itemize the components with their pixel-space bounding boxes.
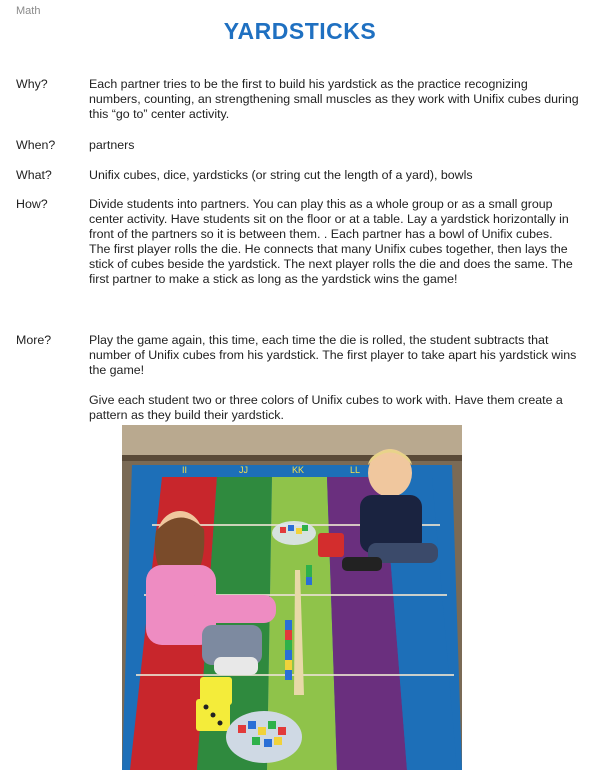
rug-letter-1: II <box>182 465 188 475</box>
why-label: Why? <box>16 77 48 91</box>
when-label: When? <box>16 138 56 152</box>
how-paragraph-1: Divide students into partners. You can play this as a whole group or as a small group center activity. Have students sit on the floor or at a table. Lay a yardstick horizontally in front of the partners so it is between them. . Each partner has a bowl of Unifix cubes. <box>89 197 569 241</box>
what-text: Unifix cubes, dice, yardsticks (or string cut the length of a yard), bowls <box>89 168 473 182</box>
yellow-dice <box>196 677 232 731</box>
how-label: How? <box>16 197 48 211</box>
how-paragraph-2: The first player rolls the die. He connects that many Unifix cubes together, then lays the stick of cubes beside the yardstick. The next player rolls the die and does the same. The first partner to make a stick as long as the yardstick wins the game! <box>89 242 573 286</box>
rug-letter-2: JJ <box>239 465 248 475</box>
more-paragraph-2: Give each student two or three colors of Unifix cubes to work with. Have them create a pattern as they build their yardstick. <box>89 393 563 422</box>
what-label: What? <box>16 168 52 182</box>
large-bowl <box>226 711 302 763</box>
more-paragraph-1: Play the game again, this time, each time the die is rolled, the student subtracts that number of Unifix cubes from his yardstick. The first player to take apart his yardstick wins the game! <box>89 333 577 377</box>
page-title: YARDSTICKS <box>223 18 377 44</box>
classroom-photo <box>122 425 462 770</box>
how-text <box>89 197 579 287</box>
why-text: Each partner tries to be the first to build his yardstick as the practice recognizing numbers, counting, an strengthening small muscles as they work with Unifix cubes during this “go to” center activity. <box>89 77 579 121</box>
when-text: partners <box>89 138 135 152</box>
rug-letter-4: LL <box>350 465 361 475</box>
more-text <box>89 333 579 423</box>
rug-letter-3: KK <box>292 465 305 475</box>
subject-label: Math <box>16 5 41 17</box>
red-die <box>318 533 344 557</box>
more-label: More? <box>16 333 52 347</box>
bowl <box>272 521 316 545</box>
